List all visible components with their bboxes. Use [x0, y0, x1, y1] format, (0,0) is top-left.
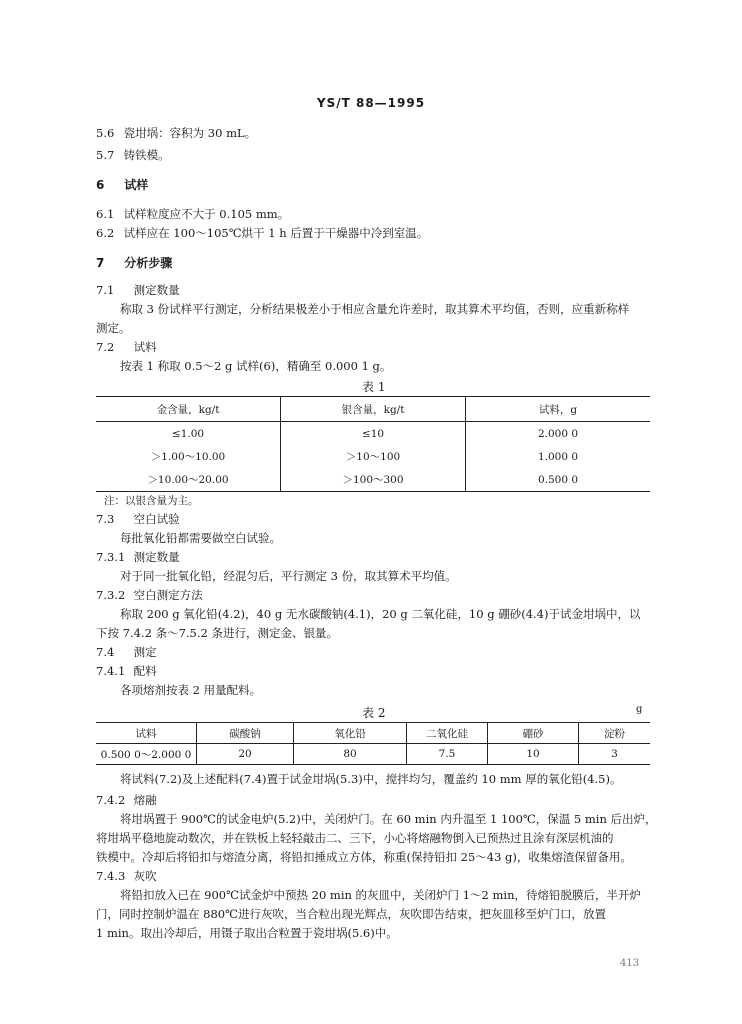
clause-text: 试样应在 100～105℃烘干 1 h 后置于干燥器中冷到室温。	[123, 226, 429, 240]
clause-title: 试料	[133, 340, 157, 354]
clause-title: 空白试验	[133, 512, 180, 526]
table-cell: 3	[611, 748, 618, 760]
table-row	[96, 445, 650, 468]
paragraph: 将铅扣放入已在 900℃试金炉中预热 20 min 的灰皿中，关闭炉门 1～2 min，待熔铅脱膜后，半开炉	[120, 888, 641, 902]
section-7-heading	[96, 256, 172, 270]
paragraph: 将坩埚平稳地旋动数次，并在铁板上轻轻敲击二、三下，小心将熔融物倒入已预热过且涂有深层机油的	[96, 831, 614, 845]
table-cell: ≤10	[281, 422, 466, 446]
clause-6-2	[96, 226, 428, 240]
clause-7-4-3-heading	[96, 869, 157, 883]
clause-title: 熔融	[133, 793, 157, 807]
clause-7-4-1-heading	[96, 664, 157, 678]
paragraph: 铁模中。冷却后将铅扣与熔渣分离，将铅扣捶成立方体，称重(保持铅扣 25～43 g)，收集熔渣保留备用。	[96, 850, 632, 864]
clause-number: 7.4.2	[96, 793, 126, 807]
table-1-note: 注：以银含量为主。	[104, 495, 199, 507]
clause-7-4-heading	[96, 645, 157, 659]
clause-6-1	[96, 207, 289, 221]
standard-header: YS/T 88—1995	[316, 96, 426, 110]
clause-7-1-heading	[96, 283, 180, 297]
paragraph: 测定。	[96, 321, 131, 335]
section-title: 分析步骤	[124, 256, 173, 270]
table-cell: ＞1.00～10.00	[96, 445, 281, 468]
clause-text: 试样粒度应不大于 0.105 mm。	[123, 207, 290, 221]
clause-title: 配料	[133, 664, 157, 678]
clause-7-4-2-heading	[96, 793, 157, 807]
clause-7-2-heading	[96, 340, 157, 354]
table-header-cell: 硼砂	[488, 723, 579, 744]
table-cell: 7.5	[407, 744, 488, 765]
table-cell: 10	[488, 744, 579, 765]
clause-number: 7.4.3	[96, 869, 126, 883]
paragraph: 1 min。取出冷却后，用镊子取出合粒置于瓷坩埚(5.6)中。	[96, 926, 398, 940]
table-header-cell: 试料，g	[466, 397, 651, 422]
clause-number: 7.2	[96, 340, 115, 354]
clause-number: 6.2	[96, 226, 115, 240]
table-cell: ≤1.00	[96, 422, 281, 446]
table-cell: 1.000 0	[537, 450, 579, 463]
table-row	[96, 422, 650, 446]
table-header-cell: 碳酸钠	[197, 723, 294, 744]
clause-7-3-2-heading	[96, 588, 203, 602]
clause-number: 7.4	[96, 645, 115, 659]
clause-number: 7.3.1	[96, 550, 126, 564]
table-1	[96, 396, 650, 492]
page-number: 413	[620, 958, 640, 969]
clause-title: 空白测定方法	[133, 588, 203, 602]
clause-title: 测定数量	[133, 283, 180, 297]
paragraph: 称取 200 g 氧化铅(4.2)，40 g 无水碳酸钠(4.1)，20 g 二氧化硅，10 g 硼砂(4.4)于试金坩埚中，以	[120, 607, 641, 621]
clause-number: 7.3.2	[96, 588, 126, 602]
section-number: 7	[96, 256, 105, 270]
paragraph: 下按 7.4.2 条～7.5.2 条进行，测定金、银量。	[96, 626, 338, 640]
table-header-cell: 试料	[96, 723, 197, 744]
table-2-unit: g	[636, 704, 643, 715]
paragraph: 称取 3 份试样平行测定，分析结果极差小于相应含量允许差时，取其算术平均值，否则，应重新称样	[120, 302, 630, 316]
table-cell: 80	[294, 744, 407, 765]
clause-text: 铸铁模。	[123, 148, 170, 162]
table-header-cell: 氧化铅	[294, 723, 407, 744]
clause-text: 瓷坩埚：容积为 30 mL。	[123, 126, 257, 140]
paragraph: 门，同时控制炉温在 880℃进行灰吹，当合粒出现光辉点，灰吹即告结束，把灰皿移至炉门口，放置	[96, 907, 606, 921]
table-2-caption: 表 2	[362, 706, 386, 720]
table-header-row	[96, 723, 650, 744]
paragraph: 将试料(7.2)及上述配料(7.4)置于试金坩埚(5.3)中，搅拌均匀，覆盖约 10 mm 厚的氧化铅(4.5)。	[120, 772, 622, 786]
paragraph: 按表 1 称取 0.5～2 g 试样(6)，精确至 0.000 1 g。	[120, 359, 392, 373]
paragraph: 每批氧化铅都需要做空白试验。	[120, 531, 281, 545]
clause-number: 7.1	[96, 283, 115, 297]
clause-7-3-heading	[96, 512, 180, 526]
clause-title: 灰吹	[133, 869, 157, 883]
table-cell: 2.000 0	[537, 427, 579, 440]
table-cell: ＞10.00～20.00	[96, 468, 281, 492]
clause-5-7	[96, 148, 170, 162]
clause-title: 测定数量	[133, 550, 180, 564]
paragraph: 将坩埚置于 900℃的试金电炉(5.2)中，关闭炉门。在 60 min 内升温至 1 100℃，保温 5 min 后出炉，	[120, 812, 657, 826]
table-cell: 20	[197, 744, 294, 765]
table-header-cell: 金含量，kg/t	[96, 397, 281, 422]
clause-5-6	[96, 126, 256, 140]
section-6-heading	[96, 178, 148, 192]
table-row	[96, 744, 650, 765]
table-header-cell: 银含量，kg/t	[281, 397, 466, 422]
table-2	[96, 722, 650, 765]
table-1-caption: 表 1	[362, 380, 386, 394]
table-cell: ＞10～100	[281, 445, 466, 468]
table-header-cell: 二氧化硅	[407, 723, 488, 744]
table-cell: ＞100～300	[281, 468, 466, 492]
clause-number: 7.3	[96, 512, 115, 526]
clause-number: 5.7	[96, 148, 115, 162]
table-header-cell: 淀粉	[579, 723, 651, 744]
table-cell: 0.500 0	[537, 473, 579, 486]
clause-title: 测定	[133, 645, 157, 659]
table-row	[96, 468, 650, 492]
clause-7-3-1-heading	[96, 550, 180, 564]
table-cell: 0.500 0～2.000 0	[96, 744, 197, 765]
clause-number: 6.1	[96, 207, 115, 221]
section-number: 6	[96, 178, 105, 192]
clause-number: 7.4.1	[96, 664, 126, 678]
paragraph: 各项熔剂按表 2 用量配料。	[120, 683, 262, 697]
paragraph: 对于同一批氧化铅，经混匀后，平行测定 3 份，取其算术平均值。	[120, 569, 457, 583]
section-title: 试样	[124, 178, 149, 192]
clause-number: 5.6	[96, 126, 115, 140]
table-header-row	[96, 397, 650, 422]
